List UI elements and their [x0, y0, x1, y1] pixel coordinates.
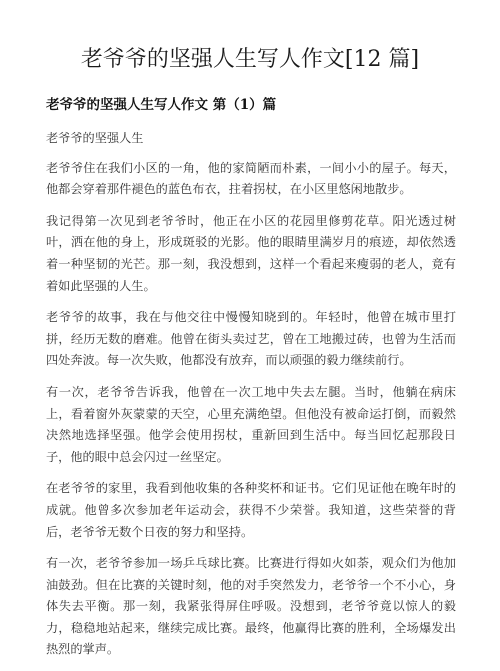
paragraph: 有一次，老爷爷参加一场乒乓球比赛。比赛进行得如火如荼，观众们为他加油鼓劲。但在比赛的关键时刻，他的对手突然发力，老爷爷一个不小心，身体失去平衡。那一刻，我紧张得屏住呼吸。没想到，老爷爷竟以惊人的毅力，稳稳地站起来，继续完成比赛。最终，他赢得比赛的胜利，全场爆发出热烈的掌声。 [46, 556, 456, 657]
document-body [46, 128, 456, 671]
paragraph: 有一次，老爷爷告诉我，他曾在一次工地中失去左腿。当时，他躺在病床上，看着窗外灰蒙蒙的天空，心里充满绝望。但他没有被命运打倒，而毅然决然地选择坚强。他学会使用拐杖，重新回到生活中。每当回忆起那段日子，他的眼中总会闪过一丝坚定。 [46, 384, 456, 464]
paragraph: 老爷爷住在我们小区的一角，他的家简陋而朴素，一间小小的屋子。每天，他都会穿着那件褪色的蓝色布衣，拄着拐杖，在小区里悠闲地散步。 [46, 160, 456, 197]
paragraph: 我记得第一次见到老爷爷时，他正在小区的花园里修剪花草。阳光透过树叶，洒在他的身上，形成斑驳的光影。他的眼睛里满岁月的痕迹，却依然透着一种坚韧的光芒。那一刻，我没想到，这样一个看起来瘦弱的老人，竟有着如此坚强的人生。 [46, 213, 456, 293]
paragraph: 在老爷爷的家里，我看到他收集的各种奖杯和证书。它们见证他在晚年时的成就。他曾多次参加老年运动会，获得不少荣誉。我知道，这些荣誉的背后，老爷爷无数个日夜的努力和坚持。 [46, 481, 456, 539]
paragraph: 老爷爷的故事，我在与他交往中慢慢知晓到的。年轻时，他曾在城市里打拼，经历无数的磨难。他曾在街头卖过艺，曾在工地搬过砖，也曾为生活而四处奔波。每一次失败，他都没有放弃，而以顽强的毅力继续前行。 [46, 310, 456, 368]
essay-subtitle: 老爷爷的坚强人生 [46, 131, 144, 145]
document-title: 老爷爷的坚强人生写人作文[12 篇] [80, 47, 420, 72]
section-heading: 老爷爷的坚强人生写人作文 第（1）篇 [46, 97, 277, 113]
